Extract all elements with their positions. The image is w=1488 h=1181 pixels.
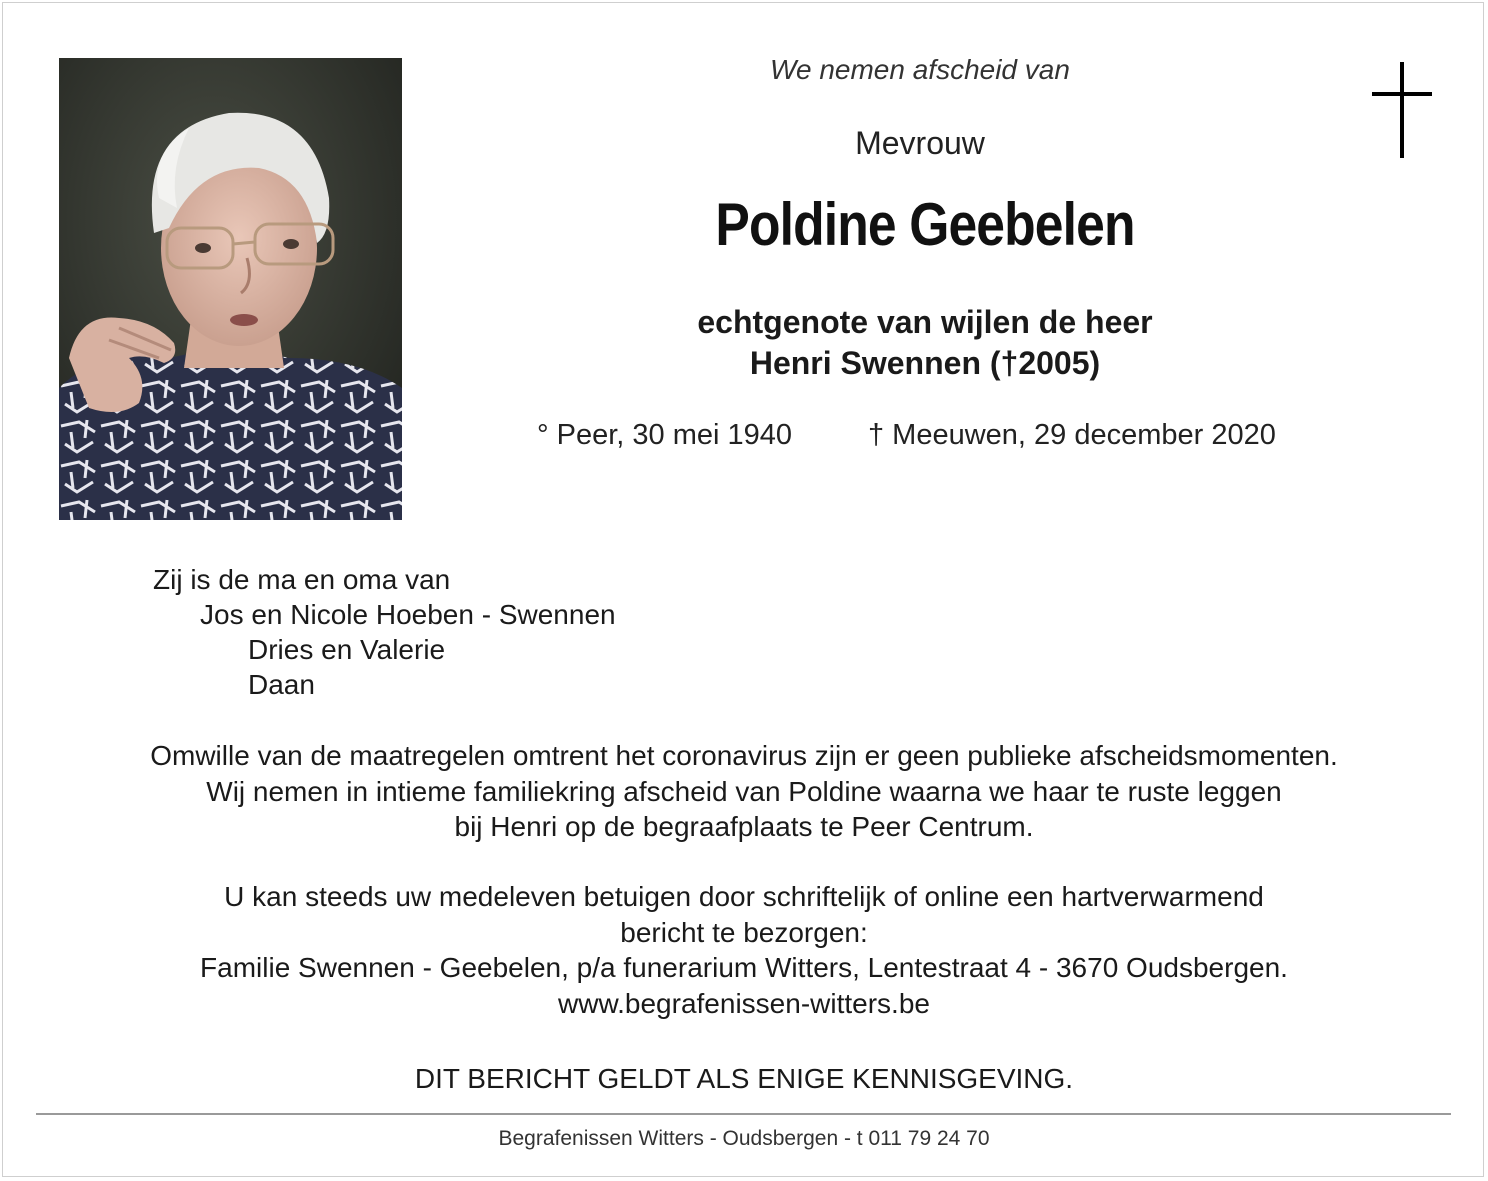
family-member: Daan (248, 669, 315, 700)
family-member: Jos en Nicole Hoeben - Swennen (200, 599, 616, 630)
intro-line: We nemen afscheid van (770, 54, 1070, 85)
birth-date: ° Peer, 30 mei 1940 (537, 419, 793, 451)
condolence-message (40, 879, 1448, 1021)
message-line: Omwille van de maatregelen omtrent het coronavirus zijn er geen publieke afscheidsmomenten. (150, 740, 1338, 771)
official-notice: DIT BERICHT GELDT ALS ENIGE KENNISGEVING. (414, 1063, 1074, 1094)
portrait-photo (59, 58, 402, 520)
death-date: † Meeuwen, 29 december 2020 (868, 419, 1276, 451)
divider (36, 1113, 1451, 1115)
message-line: bericht te bezorgen: (620, 916, 868, 948)
spouse-info (520, 302, 1330, 384)
spouse-line-2: Henri Swennen (†2005) (749, 345, 1101, 381)
funeral-home-footer: Begrafenissen Witters - Oudsbergen - t 011 79 24 70 (498, 1127, 990, 1150)
ceremony-message (40, 738, 1448, 845)
spouse-line-1: echtgenote van wijlen de heer (697, 304, 1153, 340)
deceased-name: Poldine Geebelen (715, 191, 1135, 258)
message-line: Familie Swennen - Geebelen, p/a funerarium Witters, Lentestraat 4 - 3670 Oudsbergen. (200, 952, 1288, 983)
family-intro: Zij is de ma en oma van (153, 564, 451, 595)
message-line: bij Henri op de begraafplaats te Peer Centrum. (454, 811, 1034, 842)
family-member: Dries en Valerie (248, 634, 446, 665)
latin-cross-icon (1372, 62, 1432, 158)
message-line: Wij nemen in intieme familiekring afscheid van Poldine waarna we haar te ruste leggen (206, 775, 1282, 807)
message-line: U kan steeds uw medeleven betuigen door schriftelijk of online een hartverwarmend (224, 881, 1264, 912)
honorific: Mevrouw (855, 125, 985, 161)
website-link[interactable]: www.begrafenissen-witters.be (558, 987, 930, 1019)
